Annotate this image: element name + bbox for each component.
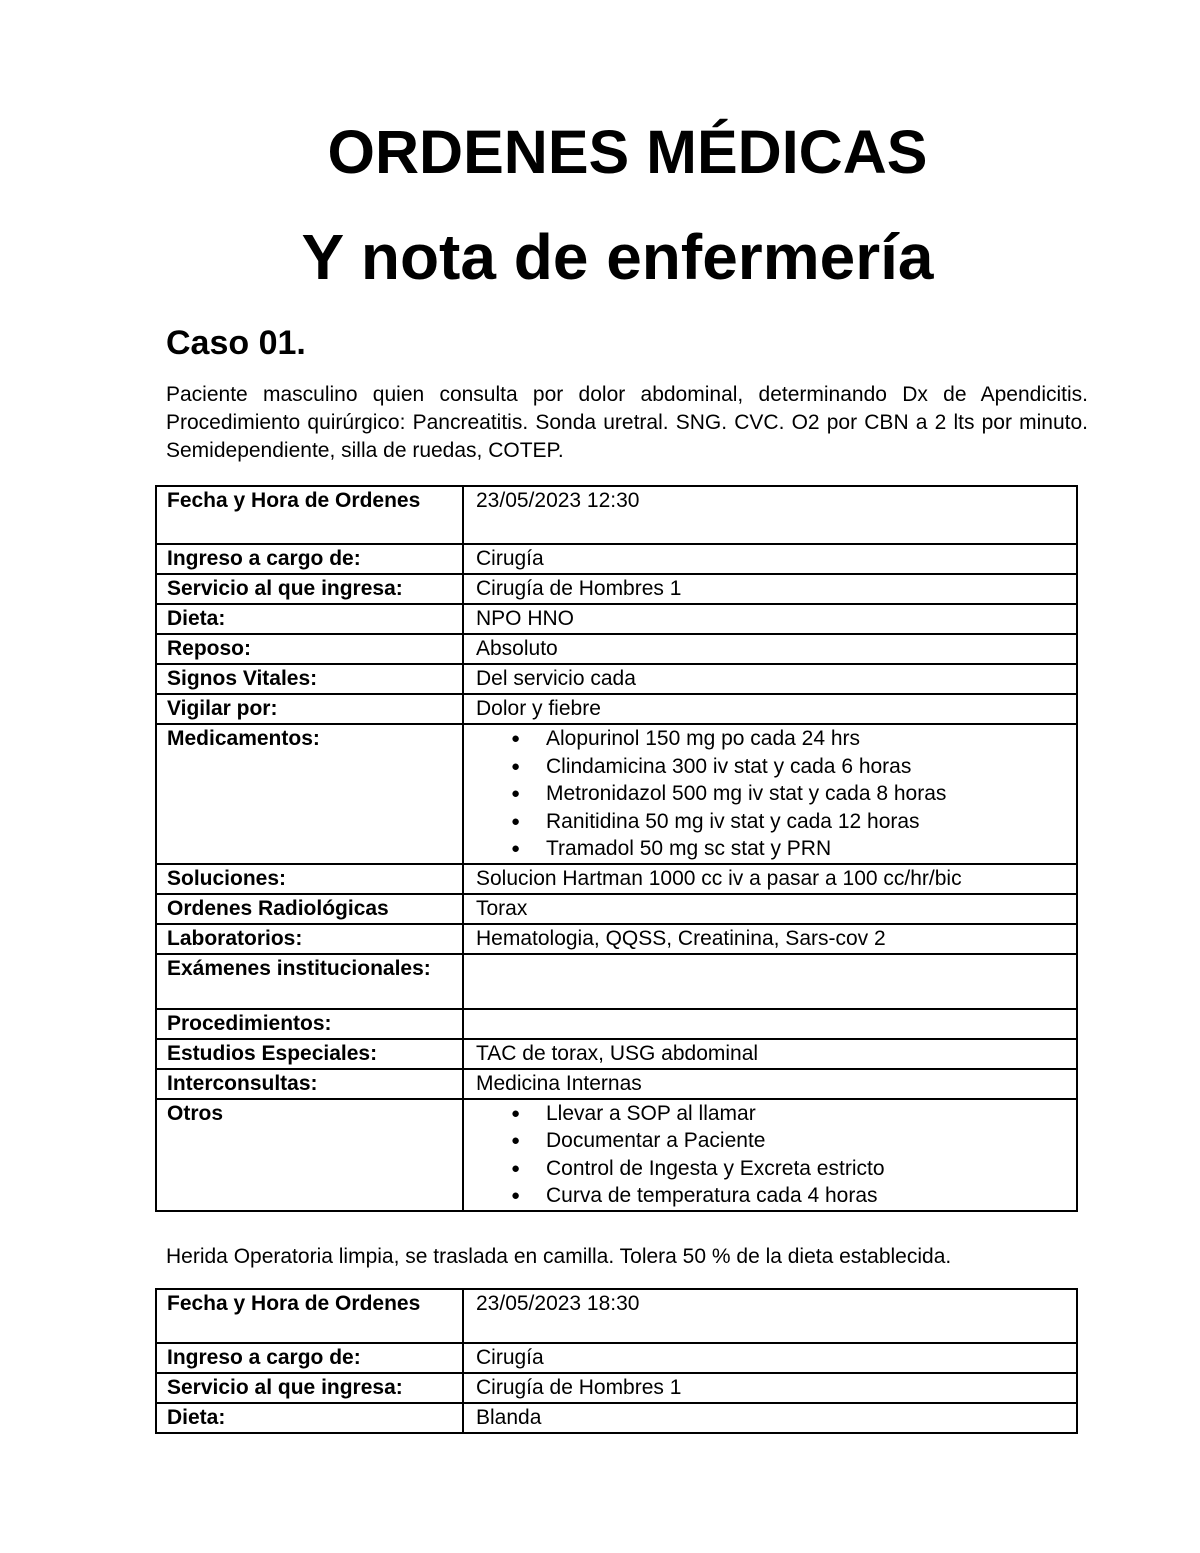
row-value: Medicina Internas xyxy=(463,1069,1077,1099)
table-row xyxy=(156,894,1077,924)
row-label: Soluciones: xyxy=(156,864,463,894)
medication-list xyxy=(476,725,1066,863)
document-title: ORDENES MÉDICAS xyxy=(327,118,928,186)
row-label: Medicamentos: xyxy=(156,724,463,864)
row-label: Ingreso a cargo de: xyxy=(156,1343,463,1373)
table-row xyxy=(156,574,1077,604)
row-value: Dolor y fiebre xyxy=(463,694,1077,724)
row-value: Torax xyxy=(463,894,1077,924)
list-item: ● Tramadol 50 mg sc stat y PRN xyxy=(546,835,1066,863)
row-label: Fecha y Hora de Ordenes xyxy=(156,1289,463,1343)
row-label: Signos Vitales: xyxy=(156,664,463,694)
table-row xyxy=(156,1343,1077,1373)
table-row xyxy=(156,954,1077,1009)
row-label: Procedimientos: xyxy=(156,1009,463,1039)
table-row xyxy=(156,1099,1077,1211)
row-value xyxy=(463,724,1077,864)
document-subtitle: Y nota de enfermería xyxy=(301,221,934,293)
list-item: ● Clindamicina 300 iv stat y cada 6 horas xyxy=(546,753,1066,781)
row-value: Cirugía xyxy=(463,544,1077,574)
table-row xyxy=(156,604,1077,634)
list-item: ● Documentar a Paciente xyxy=(546,1127,1066,1155)
table-row xyxy=(156,724,1077,864)
row-label: Ordenes Radiológicas xyxy=(156,894,463,924)
table-row xyxy=(156,664,1077,694)
row-value: Absoluto xyxy=(463,634,1077,664)
medical-orders-table-1 xyxy=(155,485,1078,1212)
table-row xyxy=(156,1289,1077,1343)
row-value xyxy=(463,1099,1077,1211)
row-label: Estudios Especiales: xyxy=(156,1039,463,1069)
row-label: Exámenes institucionales: xyxy=(156,954,463,1009)
row-label: Dieta: xyxy=(156,604,463,634)
row-value: Cirugía de Hombres 1 xyxy=(463,1373,1077,1403)
table-row xyxy=(156,634,1077,664)
row-value: Del servicio cada xyxy=(463,664,1077,694)
row-value: Hematologia, QQSS, Creatinina, Sars-cov 2 xyxy=(463,924,1077,954)
list-item: ● Ranitidina 50 mg iv stat y cada 12 horas xyxy=(546,808,1066,836)
table-row xyxy=(156,1069,1077,1099)
row-label: Servicio al que ingresa: xyxy=(156,1373,463,1403)
row-label: Fecha y Hora de Ordenes xyxy=(156,486,463,544)
nursing-note: Herida Operatoria limpia, se traslada en camilla. Tolera 50 % de la dieta establecida. xyxy=(166,1245,952,1268)
table-row xyxy=(156,1039,1077,1069)
row-value: NPO HNO xyxy=(463,604,1077,634)
table-row xyxy=(156,544,1077,574)
row-value: TAC de torax, USG abdominal xyxy=(463,1039,1077,1069)
list-item: ● Curva de temperatura cada 4 horas xyxy=(546,1182,1066,1210)
row-label: Ingreso a cargo de: xyxy=(156,544,463,574)
row-label: Servicio al que ingresa: xyxy=(156,574,463,604)
list-item: ● Metronidazol 500 mg iv stat y cada 8 horas xyxy=(546,780,1066,808)
row-value: 23/05/2023 12:30 xyxy=(463,486,1077,544)
case-heading: Caso 01. xyxy=(166,324,306,362)
row-value: Solucion Hartman 1000 cc iv a pasar a 100 cc/hr/bic xyxy=(463,864,1077,894)
table-row xyxy=(156,1009,1077,1039)
row-label: Reposo: xyxy=(156,634,463,664)
row-label: Otros xyxy=(156,1099,463,1211)
row-label: Interconsultas: xyxy=(156,1069,463,1099)
table-row xyxy=(156,486,1077,544)
row-value xyxy=(463,954,1077,1009)
row-value: Cirugía de Hombres 1 xyxy=(463,574,1077,604)
medical-orders-table-2 xyxy=(155,1288,1078,1434)
row-value: Blanda xyxy=(463,1403,1077,1433)
table-row xyxy=(156,864,1077,894)
row-value: Cirugía xyxy=(463,1343,1077,1373)
other-orders-list xyxy=(476,1100,1066,1210)
list-item: ● Alopurinol 150 mg po cada 24 hrs xyxy=(546,725,1066,753)
row-label: Laboratorios: xyxy=(156,924,463,954)
table-row xyxy=(156,924,1077,954)
row-label: Dieta: xyxy=(156,1403,463,1433)
case-description: Paciente masculino quien consulta por dolor abdominal, determinando Dx de Apendicitis. Procedimiento quirúrgico: Pancreatitis. Sonda uretral. SNG. CVC. O2 por CBN a 2 lts por minuto. Semidependiente, silla de ruedas, COTEP. xyxy=(166,383,1088,462)
table-row xyxy=(156,1373,1077,1403)
list-item: ● Llevar a SOP al llamar xyxy=(546,1100,1066,1128)
row-value: 23/05/2023 18:30 xyxy=(463,1289,1077,1343)
table-row xyxy=(156,1403,1077,1433)
table-row xyxy=(156,694,1077,724)
list-item: ● Control de Ingesta y Excreta estricto xyxy=(546,1155,1066,1183)
row-label: Vigilar por: xyxy=(156,694,463,724)
row-value xyxy=(463,1009,1077,1039)
